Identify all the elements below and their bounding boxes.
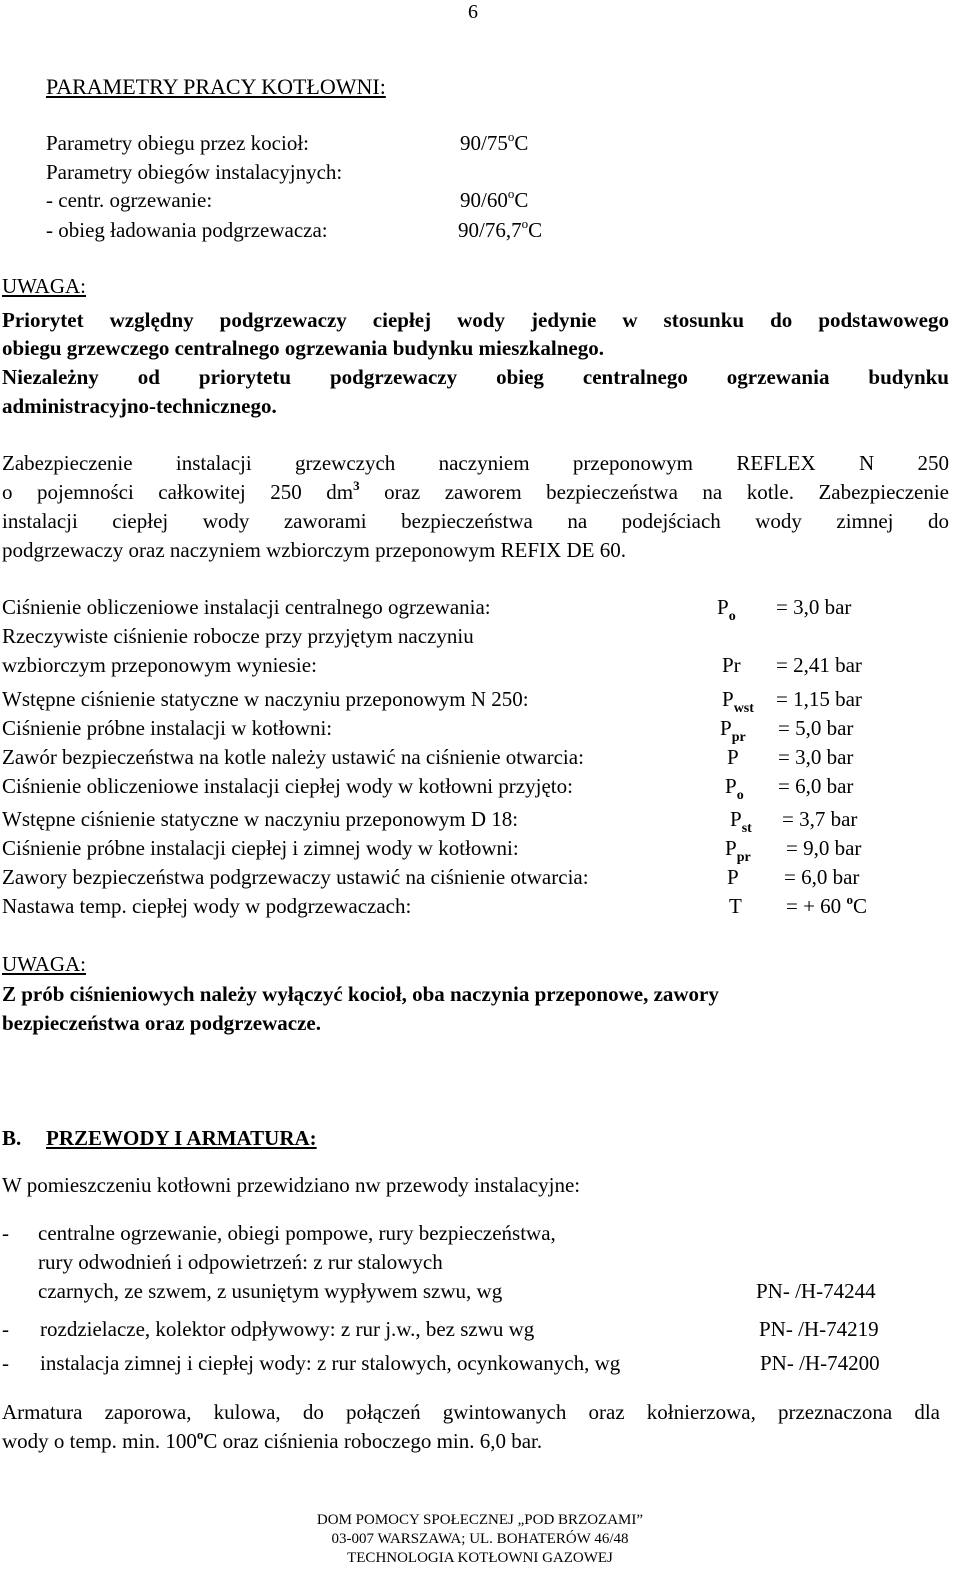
param-label: Parametry obiegów instalacyjnych: xyxy=(46,160,343,184)
pressure-symbol: $P_{pr}$ xyxy=(725,836,751,865)
pressure-value: = 3,0 bar xyxy=(778,745,854,769)
pressure-label: Ciśnienie obliczeniowe instalacji ciepłej wody w kotłowni przyjęto: xyxy=(2,774,573,798)
footer-line: 03-007 WARSZAWA; UL. BOHATERÓW 46/48 xyxy=(331,1531,629,1547)
pressure-symbol: P xyxy=(727,865,739,889)
protection-line: instalacji ciepłej wody zaworami bezpieczeństwa na podejściach wody zimnej do xyxy=(2,509,949,533)
note-line: Z prób ciśnieniowych należy wyłączyć kocioł, oba naczynia przeponowe, zawory xyxy=(2,982,719,1006)
note-line: administracyjno-technicznego. xyxy=(2,394,277,418)
pressure-symbol: Pr xyxy=(722,653,741,677)
pressure-symbol: $P_o$ xyxy=(717,595,736,624)
note-heading: UWAGA: xyxy=(2,274,86,298)
protection-line: o pojemności całkowitej 250 $dm^3$ oraz zaworem bezpieczeństwa na kotle. Zabezpieczenie xyxy=(2,478,950,504)
pressure-value: = 5,0 bar xyxy=(778,716,854,740)
pressure-label: wzbiorczym przeponowym wyniesie: xyxy=(2,653,317,677)
pressure-value: = 9,0 bar xyxy=(786,836,862,860)
pressure-value: = + 60 $^o$C xyxy=(786,892,867,918)
param-value: 90/60$^o$C xyxy=(460,186,529,212)
list-item-line: rury odwodnień i odpowietrzeń: z rur stalowych xyxy=(38,1250,443,1274)
param-label: - centr. ogrzewanie: xyxy=(46,188,213,212)
pressure-symbol: $P_{pr}$ xyxy=(720,716,746,745)
pressure-value: = 6,0 bar xyxy=(778,774,854,798)
list-dash: - xyxy=(2,1351,9,1375)
footer-line: DOM POMOCY SPOŁECZNEJ „POD BRZOZAMI” xyxy=(316,1512,644,1528)
pressure-value: = 2,41 bar xyxy=(776,653,862,677)
pressure-label: Wstępne ciśnienie statyczne w naczyniu przeponowym N 250: xyxy=(2,687,529,711)
pressure-label: Ciśnienie obliczeniowe instalacji centralnego ogrzewania: xyxy=(2,595,491,619)
pressure-label: Nastawa temp. ciepłej wody w podgrzewaczach: xyxy=(2,894,412,918)
pressure-symbol: $P_o$ xyxy=(725,774,744,803)
note-line: obiegu grzewczego centralnego ogrzewania budynku mieszkalnego. xyxy=(2,336,604,360)
section-heading-pipes: PRZEWODY I ARMATURA: xyxy=(46,1126,317,1150)
pressure-label: Zawory bezpieczeństwa podgrzewaczy ustawić na ciśnienie otwarcia: xyxy=(2,865,589,889)
section-intro: W pomieszczeniu kotłowni przewidziano nw przewody instalacyjne: xyxy=(2,1173,581,1197)
protection-line: Zabezpieczenie instalacji grzewczych naczyniem przeponowym REFLEX N 250 xyxy=(2,451,949,475)
note-line: Priorytet względny podgrzewaczy ciepłej wody jedynie w stosunku do podstawowego xyxy=(2,308,949,332)
pressure-symbol: $P_{st}$ xyxy=(730,807,752,836)
param-label: Parametry obiegu przez kocioł: xyxy=(46,131,309,155)
param-label: - obieg ładowania podgrzewacza: xyxy=(46,218,328,242)
protection-line: podgrzewaczy oraz naczyniem wzbiorczym przeponowym REFIX DE 60. xyxy=(2,538,626,562)
param-value: 90/76,7$^o$C xyxy=(458,216,543,242)
note-line: Niezależny od priorytetu podgrzewaczy obieg centralnego ogrzewania budynku xyxy=(2,365,949,389)
pressure-label: Ciśnienie próbne instalacji w kotłowni: xyxy=(2,716,333,740)
pressure-value: = 3,0 bar xyxy=(776,595,852,619)
list-item-line: instalacja zimnej i ciepłej wody: z rur stalowych, ocynkowanych, wg xyxy=(40,1351,621,1375)
note-line: bezpieczeństwa oraz podgrzewacze. xyxy=(2,1011,321,1035)
footer-line: TECHNOLOGIA KOTŁOWNI GAZOWEJ xyxy=(347,1550,613,1566)
pressure-symbol: P xyxy=(727,745,739,769)
norm-reference: PN- /H-74219 xyxy=(759,1317,879,1341)
pressure-value: = 6,0 bar xyxy=(784,865,860,889)
page-number: 6 xyxy=(468,1,478,23)
list-dash: - xyxy=(2,1317,9,1341)
pressure-label: Wstępne ciśnienie statyczne w naczyniu przeponowym D 18: xyxy=(2,807,519,831)
list-dash: - xyxy=(2,1221,9,1245)
note-heading: UWAGA: xyxy=(2,952,86,976)
list-item-line: centralne ogrzewanie, obiegi pompowe, rury bezpieczeństwa, xyxy=(38,1221,556,1245)
section-letter: B. xyxy=(2,1126,22,1150)
norm-reference: PN- /H-74200 xyxy=(760,1351,880,1375)
list-item-line: czarnych, ze szwem, z usuniętym wypływem szwu, wg xyxy=(38,1279,503,1303)
section-heading-parameters: PARAMETRY PRACY KOTŁOWNI: xyxy=(46,74,386,99)
param-value: 90/75$^o$C xyxy=(460,129,529,155)
closing-line: Armatura zaporowa, kulowa, do połączeń gwintowanych oraz kołnierzowa, przeznaczona dla xyxy=(2,1400,940,1424)
pressure-label: Zawór bezpieczeństwa na kotle należy ustawić na ciśnienie otwarcia: xyxy=(2,745,584,769)
pressure-label: Rzeczywiste ciśnienie robocze przy przyjętym naczyniu xyxy=(2,624,474,648)
pressure-value: = 1,15 bar xyxy=(776,687,862,711)
pressure-value: = 3,7 bar xyxy=(782,807,858,831)
list-item-line: rozdzielacze, kolektor odpływowy: z rur j.w., bez szwu wg xyxy=(40,1317,535,1341)
pressure-symbol: $P_{wst}$ xyxy=(722,687,754,716)
closing-line: wody o temp. min. 100$^o$C oraz ciśnienia roboczego min. 6,0 bar. xyxy=(2,1427,543,1453)
norm-reference: PN- /H-74244 xyxy=(756,1279,876,1303)
pressure-label: Ciśnienie próbne instalacji ciepłej i zimnej wody w kotłowni: xyxy=(2,836,519,860)
pressure-symbol: T xyxy=(729,894,742,918)
